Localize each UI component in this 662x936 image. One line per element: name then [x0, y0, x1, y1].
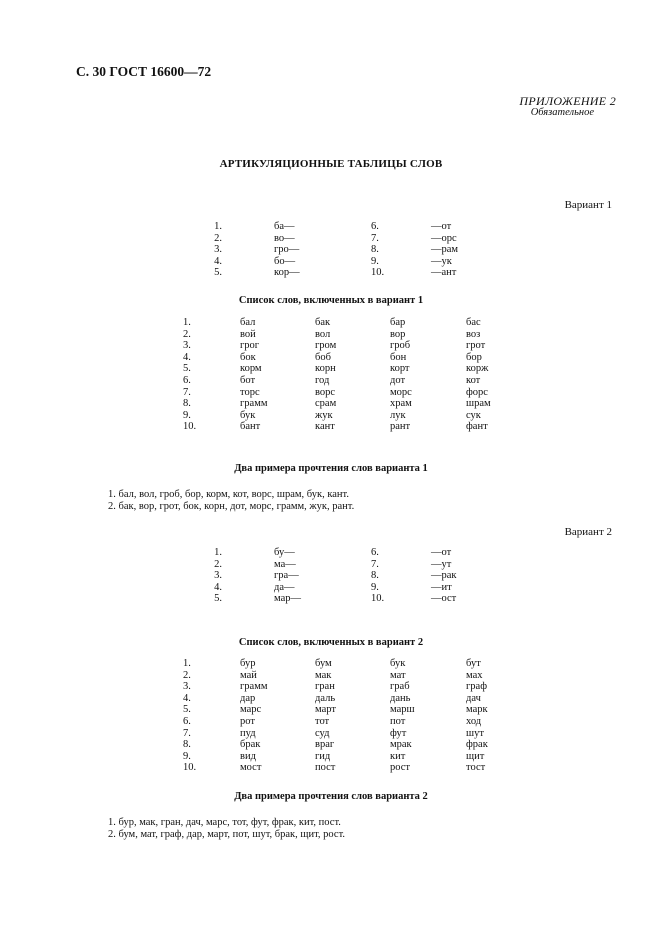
syllable: —орс: [431, 232, 457, 244]
table-word: шут: [466, 727, 484, 739]
table-word: вор: [390, 328, 406, 340]
table-word: корт: [390, 363, 410, 375]
table-word: храм: [390, 398, 412, 410]
syllable: ба—: [274, 221, 295, 232]
variant-1-examples-title: Два примера прочтения слов варианта 1: [234, 463, 428, 474]
syllable: бо—: [274, 255, 296, 267]
row-number: 4.: [183, 692, 191, 704]
table-word: корж: [466, 363, 489, 375]
table-word: граф: [466, 681, 488, 693]
syllable-number: 6.: [371, 547, 379, 558]
syllable-number: 8.: [371, 570, 379, 582]
table-word: бон: [390, 351, 407, 363]
syllable-number: 3.: [214, 570, 222, 582]
syllable: —рак: [431, 570, 457, 582]
table-word: дот: [390, 375, 406, 386]
table-word: марс: [240, 704, 262, 716]
row-number: 2.: [183, 669, 191, 681]
variant-2-label: Вариант 2: [564, 526, 612, 538]
table-word: бар: [390, 317, 406, 328]
row-number: 5.: [183, 363, 191, 375]
table-word: бук: [240, 409, 256, 421]
syllable-number: 5.: [214, 593, 222, 605]
syllable: —от: [431, 221, 452, 232]
table-word: брак: [240, 739, 261, 751]
table-word: рост: [390, 762, 411, 774]
table-word: жук: [315, 409, 333, 421]
table-word: грамм: [240, 398, 268, 410]
syllable-number: 10.: [371, 267, 385, 279]
table-word: воз: [466, 328, 481, 340]
table-word: мат: [390, 669, 406, 681]
syllable: гро—: [274, 244, 300, 256]
syllable: —ук: [431, 255, 452, 267]
table-word: боб: [315, 351, 331, 363]
row-number: 1.: [183, 658, 191, 669]
row-number: 10.: [183, 421, 197, 433]
table-word: срам: [315, 398, 337, 410]
row-number: 5.: [183, 704, 191, 716]
syllable: —рам: [431, 244, 459, 256]
table-word: фант: [466, 421, 488, 433]
table-word: гран: [315, 681, 335, 693]
syllable-number: 6.: [371, 221, 379, 232]
table-word: бак: [315, 317, 331, 328]
table-word: мрак: [390, 739, 412, 751]
syllable-number: 7.: [371, 232, 379, 244]
table-word: граб: [390, 681, 410, 693]
example-sentence: 2. бум, мат, граф, дар, март, пот, шут, брак, щит, рост.: [108, 829, 345, 840]
table-word: гром: [315, 340, 337, 352]
example-sentence: 1. бал, вол, гроб, бор, корм, кот, ворс, шрам, бук, кант.: [108, 489, 349, 500]
syllable-number: 4.: [214, 581, 222, 593]
syllable: гра—: [274, 570, 299, 582]
example-sentence: 1. бур, мак, гран, дач, марс, тот, фут, фрак, кит, пост.: [108, 817, 341, 828]
syllable: да—: [274, 581, 295, 593]
syllable: —ут: [431, 558, 452, 570]
variant-1-words-title: Список слов, включенных в вариант 1: [238, 295, 424, 306]
appendix-subtitle: Обязательное: [530, 107, 594, 118]
table-word: бок: [240, 351, 256, 363]
row-number: 3.: [183, 681, 191, 693]
table-word: фут: [390, 727, 407, 739]
table-word: сук: [466, 409, 481, 421]
syllable-number: 3.: [214, 244, 222, 256]
table-word: мак: [315, 669, 332, 681]
table-word: гид: [315, 750, 331, 762]
table-word: рот: [240, 716, 255, 727]
variant-1-label: Вариант 1: [564, 199, 612, 211]
table-word: суд: [315, 727, 330, 739]
table-word: враг: [315, 739, 335, 751]
table-word: шрам: [466, 398, 491, 410]
row-number: 2.: [183, 328, 191, 340]
syllable-number: 2.: [214, 558, 222, 570]
table-word: бук: [390, 658, 406, 669]
table-word: кит: [390, 750, 406, 762]
syllable: мар—: [274, 593, 301, 605]
table-word: корн: [315, 363, 336, 375]
table-word: бур: [240, 658, 256, 669]
table-word: тост: [466, 762, 486, 774]
syllable: —ит: [431, 581, 452, 593]
table-word: торс: [240, 386, 260, 398]
syllable-number: 4.: [214, 255, 222, 267]
row-number: 8.: [183, 398, 191, 410]
table-word: грот: [466, 340, 486, 352]
syllable-number: 5.: [214, 267, 222, 279]
table-word: морс: [390, 386, 412, 398]
syllable: кор—: [274, 267, 300, 279]
table-word: вид: [240, 750, 256, 762]
syllable-number: 10.: [371, 593, 385, 605]
syllable-number: 2.: [214, 232, 222, 244]
table-word: май: [240, 669, 257, 681]
table-word: ход: [466, 716, 482, 727]
table-word: марк: [466, 704, 488, 716]
table-word: кант: [315, 421, 335, 433]
table-word: вол: [315, 328, 331, 340]
table-word: пост: [315, 762, 336, 774]
table-word: рант: [390, 421, 411, 433]
table-word: грог: [240, 340, 260, 352]
row-number: 3.: [183, 340, 191, 352]
main-title: АРТИКУЛЯЦИОННЫЕ ТАБЛИЦЫ СЛОВ: [219, 158, 443, 170]
table-word: форс: [466, 386, 488, 398]
table-word: бум: [315, 658, 332, 669]
syllable: —ост: [431, 593, 457, 605]
table-word: ворс: [315, 386, 336, 398]
table-word: марш: [390, 704, 415, 716]
table-word: мост: [240, 762, 262, 774]
row-number: 1.: [183, 317, 191, 328]
table-word: дань: [390, 692, 411, 704]
syllable-number: 1.: [214, 221, 222, 232]
table-word: бот: [240, 375, 256, 386]
table-word: дач: [466, 692, 481, 704]
appendix-title: ПРИЛОЖЕНИЕ 2: [519, 94, 616, 108]
table-word: бал: [240, 317, 256, 328]
syllable-number: 7.: [371, 558, 379, 570]
table-word: лук: [390, 409, 406, 421]
table-word: фрак: [466, 739, 488, 751]
table-word: бант: [240, 421, 261, 433]
row-number: 10.: [183, 762, 197, 774]
table-word: кот: [466, 375, 481, 386]
table-word: щит: [466, 750, 485, 762]
table-word: бут: [466, 658, 481, 669]
row-number: 9.: [183, 409, 191, 421]
syllable: ма—: [274, 558, 296, 570]
table-word: год: [315, 375, 330, 386]
table-word: мах: [466, 669, 483, 681]
row-number: 7.: [183, 386, 191, 398]
row-number: 6.: [183, 716, 191, 727]
table-word: бас: [466, 317, 481, 328]
syllable: —от: [431, 547, 452, 558]
table-word: пуд: [240, 727, 256, 739]
syllable: во—: [274, 232, 295, 244]
example-sentence: 2. бак, вор, грот, бок, корн, дот, морс, грамм, жук, рант.: [108, 501, 355, 512]
row-number: 8.: [183, 739, 191, 751]
table-word: дар: [240, 692, 256, 704]
row-number: 9.: [183, 750, 191, 762]
syllable-number: 8.: [371, 244, 379, 256]
table-word: пот: [390, 716, 406, 727]
table-word: тот: [315, 716, 330, 727]
table-word: бор: [466, 351, 482, 363]
row-number: 6.: [183, 375, 191, 386]
table-word: гроб: [390, 340, 411, 352]
page-header: С. 30 ГОСТ 16600—72: [76, 64, 212, 79]
variant-2-words-title: Список слов, включенных в вариант 2: [238, 637, 424, 648]
table-word: корм: [240, 363, 262, 375]
syllable-number: 9.: [371, 255, 379, 267]
syllable: —ант: [431, 267, 457, 279]
syllable-number: 1.: [214, 547, 222, 558]
table-word: грамм: [240, 681, 268, 693]
table-word: март: [315, 704, 336, 716]
row-number: 7.: [183, 727, 191, 739]
syllable-number: 9.: [371, 581, 379, 593]
table-word: даль: [315, 692, 336, 704]
row-number: 4.: [183, 351, 191, 363]
syllable: бу—: [274, 547, 295, 558]
table-word: вой: [240, 328, 256, 340]
variant-2-examples-title: Два примера прочтения слов варианта 2: [234, 791, 428, 802]
